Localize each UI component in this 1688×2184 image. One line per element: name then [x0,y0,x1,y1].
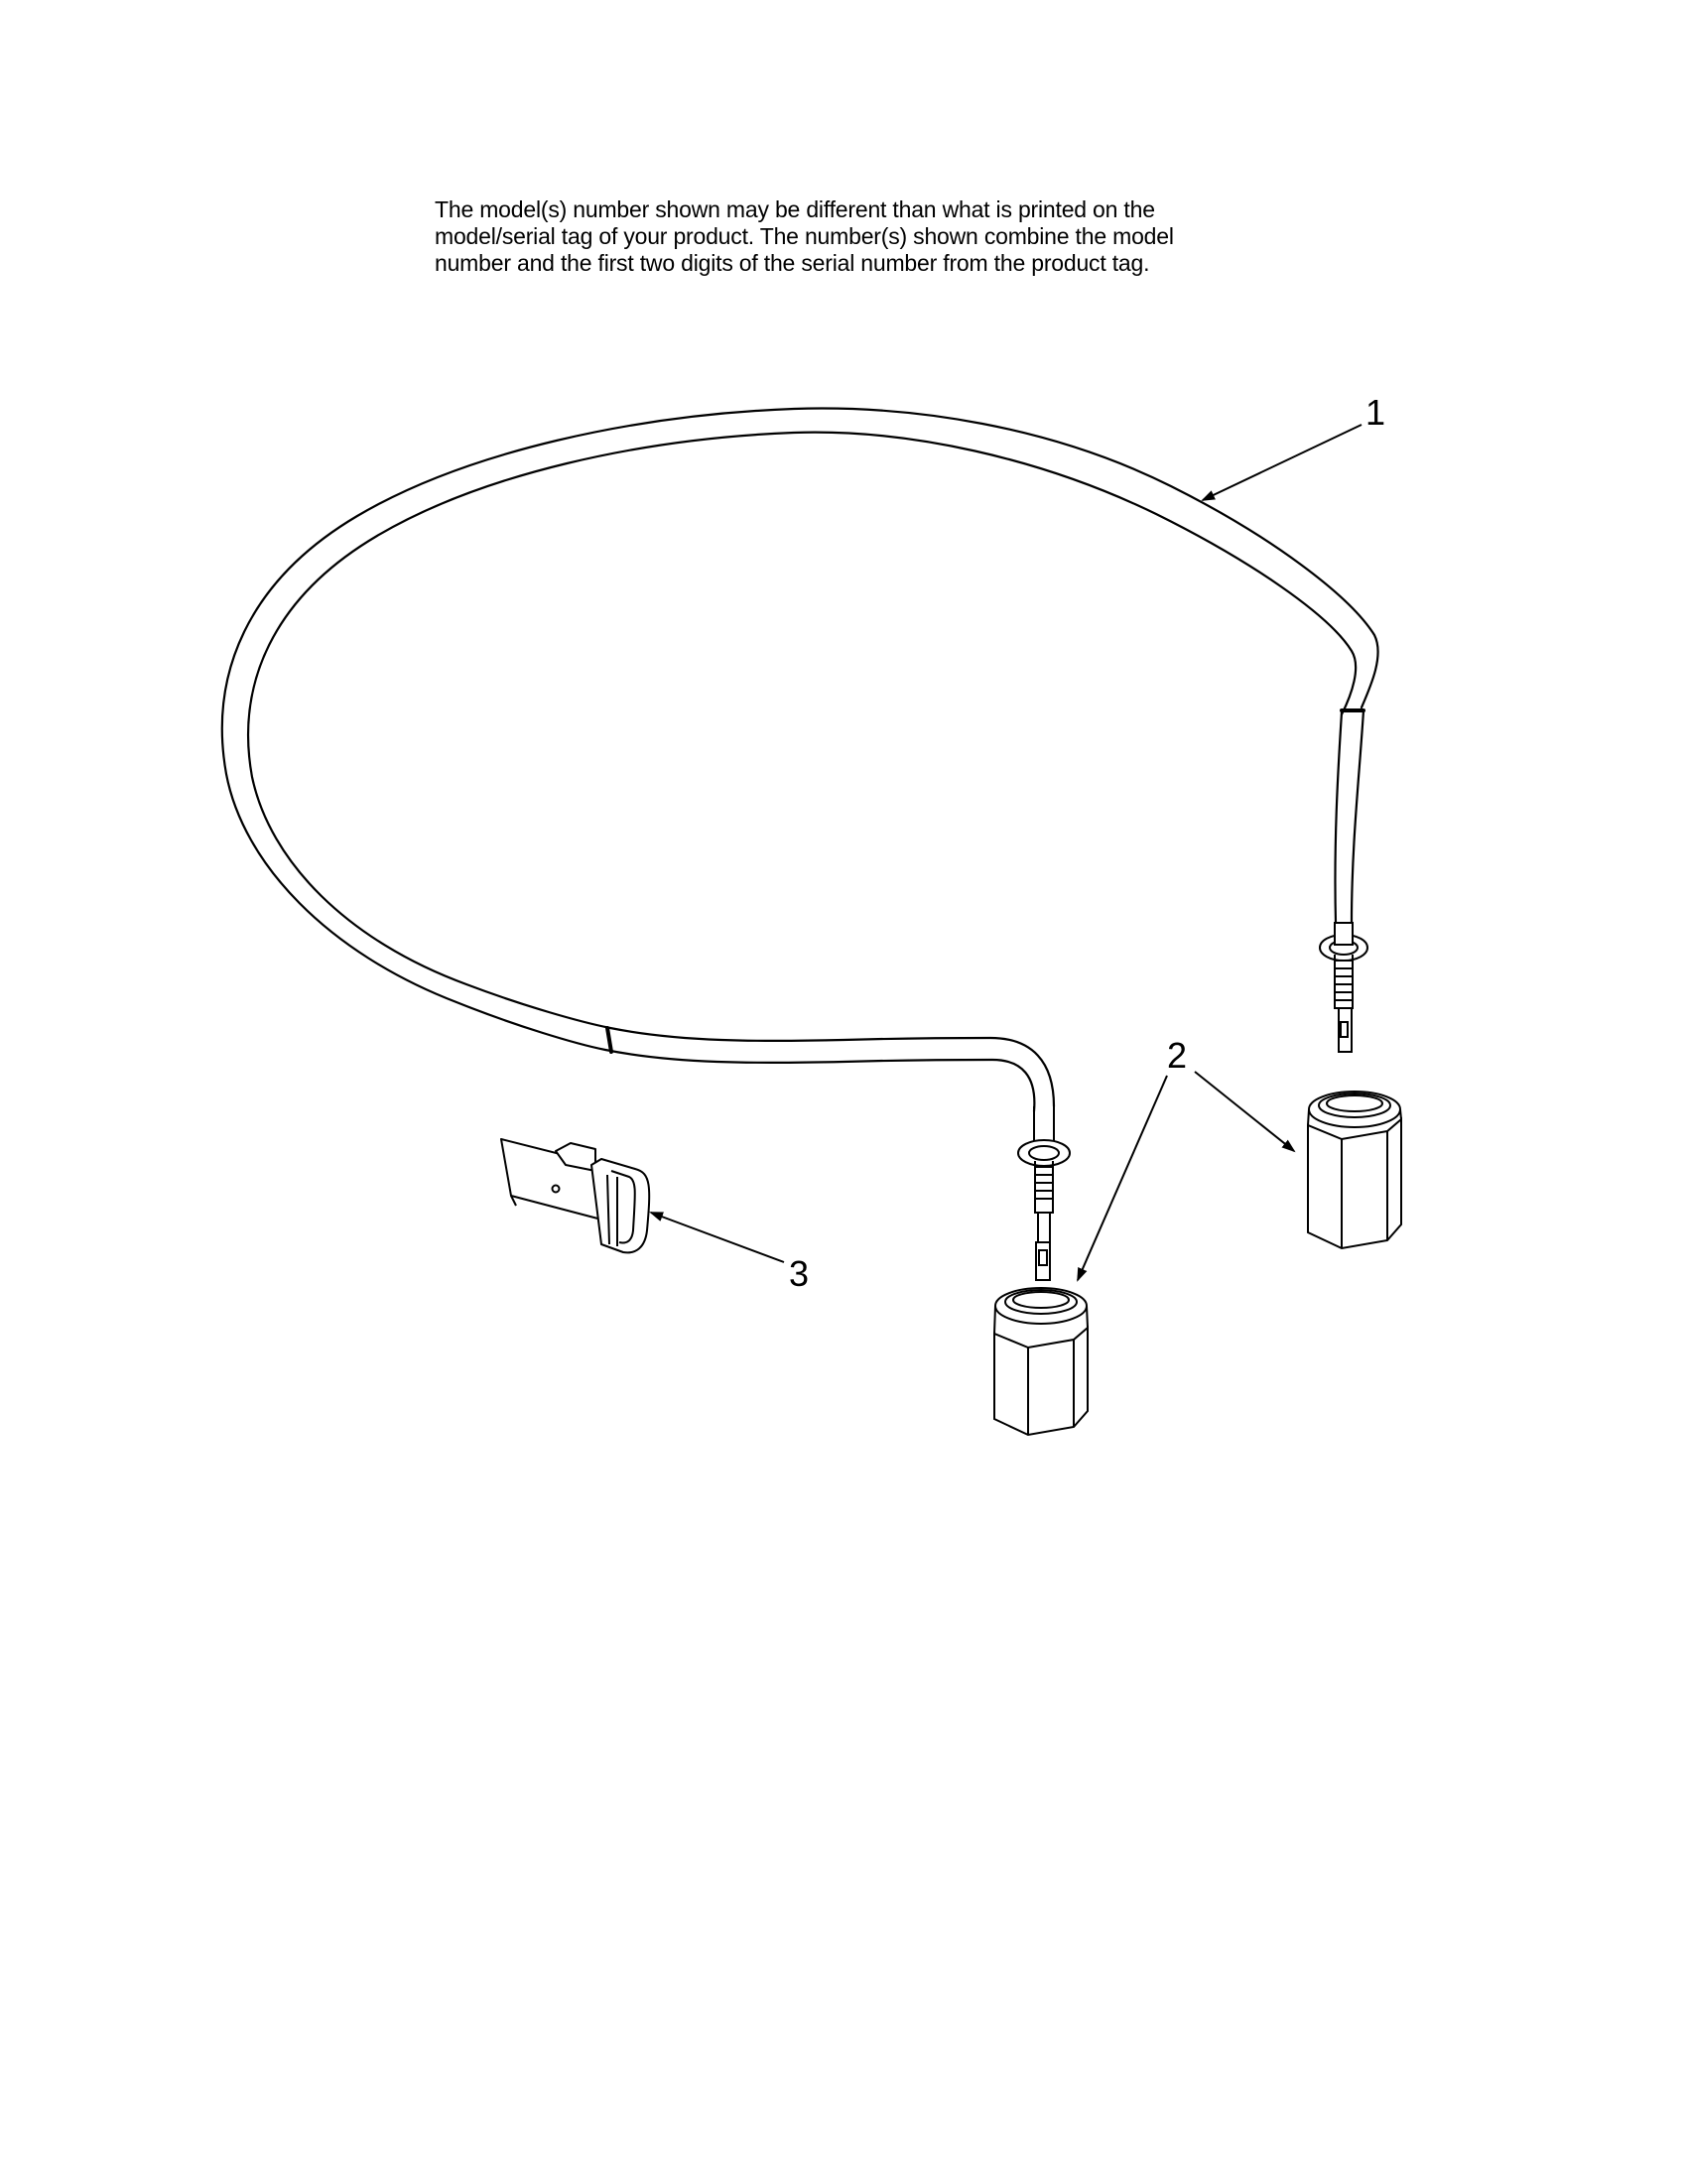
heating-element [222,409,1378,1111]
heating-element-right-leg-outer [1352,710,1363,923]
right-terminal-pin [1339,1008,1352,1052]
heating-element-outer-edge [222,409,1378,1111]
left-terminal-stem [1038,1213,1050,1242]
left-terminal-neck [1034,1106,1054,1141]
callout-2: 2 [1167,1035,1188,1076]
leader-arrow-2b [1078,1076,1167,1280]
disclaimer-line-1: The model(s) number shown may be different than what is printed on the [435,196,1155,222]
leader-arrow-2a [1195,1072,1294,1151]
right-terminal [1320,923,1367,1052]
leader-lines [651,425,1362,1280]
leader-arrow-1 [1203,425,1362,500]
left-terminal [1018,1106,1070,1280]
right-terminal-collar [1335,923,1353,945]
left-terminal-washer-inner [1029,1146,1059,1160]
clip-hole [553,1186,560,1193]
nut-bottom-bore [1013,1292,1069,1308]
heating-element-right-leg-inner [1335,712,1342,923]
nut-right-bore [1327,1095,1382,1111]
right-terminal-thread [1335,961,1353,1000]
left-terminal-pin [1036,1242,1050,1280]
callout-1: 1 [1365,392,1386,433]
nut-bottom [994,1288,1088,1435]
left-terminal-body [1035,1161,1053,1213]
disclaimer-line-3: number and the first two digits of the serial number from the product tag. [435,250,1150,276]
disclaimer-line-2: model/serial tag of your product. The number(s) shown combine the model [435,223,1174,249]
left-terminal-washer-outer [1018,1140,1070,1166]
callout-3: 3 [789,1253,810,1294]
leader-arrow-3 [651,1213,784,1262]
nut-right [1308,1092,1401,1248]
heating-element-inner-edge [248,433,1356,1106]
element-clip [501,1139,649,1252]
heating-element-seam-left [607,1028,611,1052]
left-terminal-thread [1035,1167,1053,1199]
